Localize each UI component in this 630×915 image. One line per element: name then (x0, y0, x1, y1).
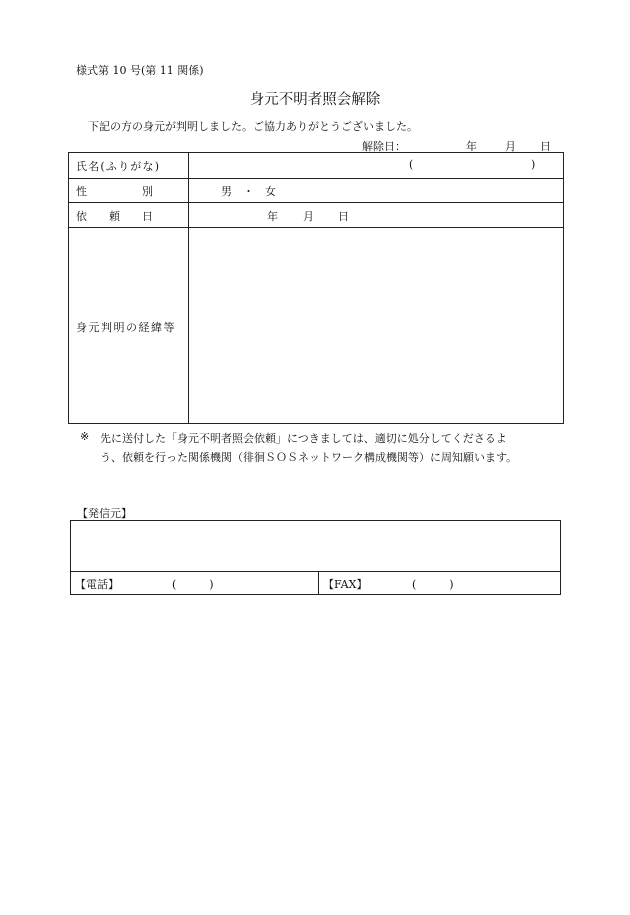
notice-mark: ※ (80, 430, 90, 443)
phone-field[interactable]: ( ) (172, 578, 214, 591)
name-field[interactable] (195, 154, 401, 176)
form-number: 様式第 10 号(第 11 関係) (76, 64, 204, 77)
details-label: 身元判明の経緯等 (76, 321, 176, 334)
sender-column-divider (318, 571, 319, 594)
name-paren-open: ( (409, 158, 414, 171)
table-column-divider (188, 153, 189, 423)
sex-options[interactable]: 男 ・ 女 (221, 185, 276, 198)
name-label: 氏名(ふりがな) (76, 160, 161, 173)
phone-label: 【電話】 (75, 578, 119, 591)
request-date-label: 依 頼 日 (76, 210, 153, 223)
table-row-divider (69, 178, 563, 179)
fax-label: 【FAX】 (323, 578, 368, 591)
notice-line-1: 先に送付した「身元不明者照会依頼」につきましては、適切に処分してくださるよ (100, 432, 507, 445)
request-date-year: 年 (267, 210, 278, 223)
sender-row-divider (71, 571, 560, 572)
release-date-day: 日 (540, 140, 551, 153)
table-row-divider (69, 227, 563, 228)
intro-text: 下記の方の身元が判明しました。ご協力ありがとうございました。 (88, 120, 418, 133)
release-date-year: 年 (466, 140, 477, 153)
sex-label: 性 別 (76, 185, 153, 198)
sender-label: 【発信元】 (77, 507, 132, 520)
sender-field[interactable] (75, 524, 555, 568)
table-row-divider (69, 202, 563, 203)
request-date-month: 月 (303, 210, 314, 223)
release-date-month: 月 (505, 140, 516, 153)
document-title: 身元不明者照会解除 (249, 92, 381, 108)
request-date-day: 日 (338, 210, 349, 223)
info-table (68, 152, 564, 424)
details-field[interactable] (193, 231, 559, 419)
notice-line-2: う、依頼を行った関係機関（徘徊ＳＯＳネットワーク構成機関等）に周知願います。 (100, 451, 518, 464)
sender-box (70, 520, 561, 595)
release-date-label: 解除日： (362, 140, 406, 153)
name-paren-close: ) (531, 158, 536, 171)
fax-field[interactable]: ( ) (412, 578, 454, 591)
